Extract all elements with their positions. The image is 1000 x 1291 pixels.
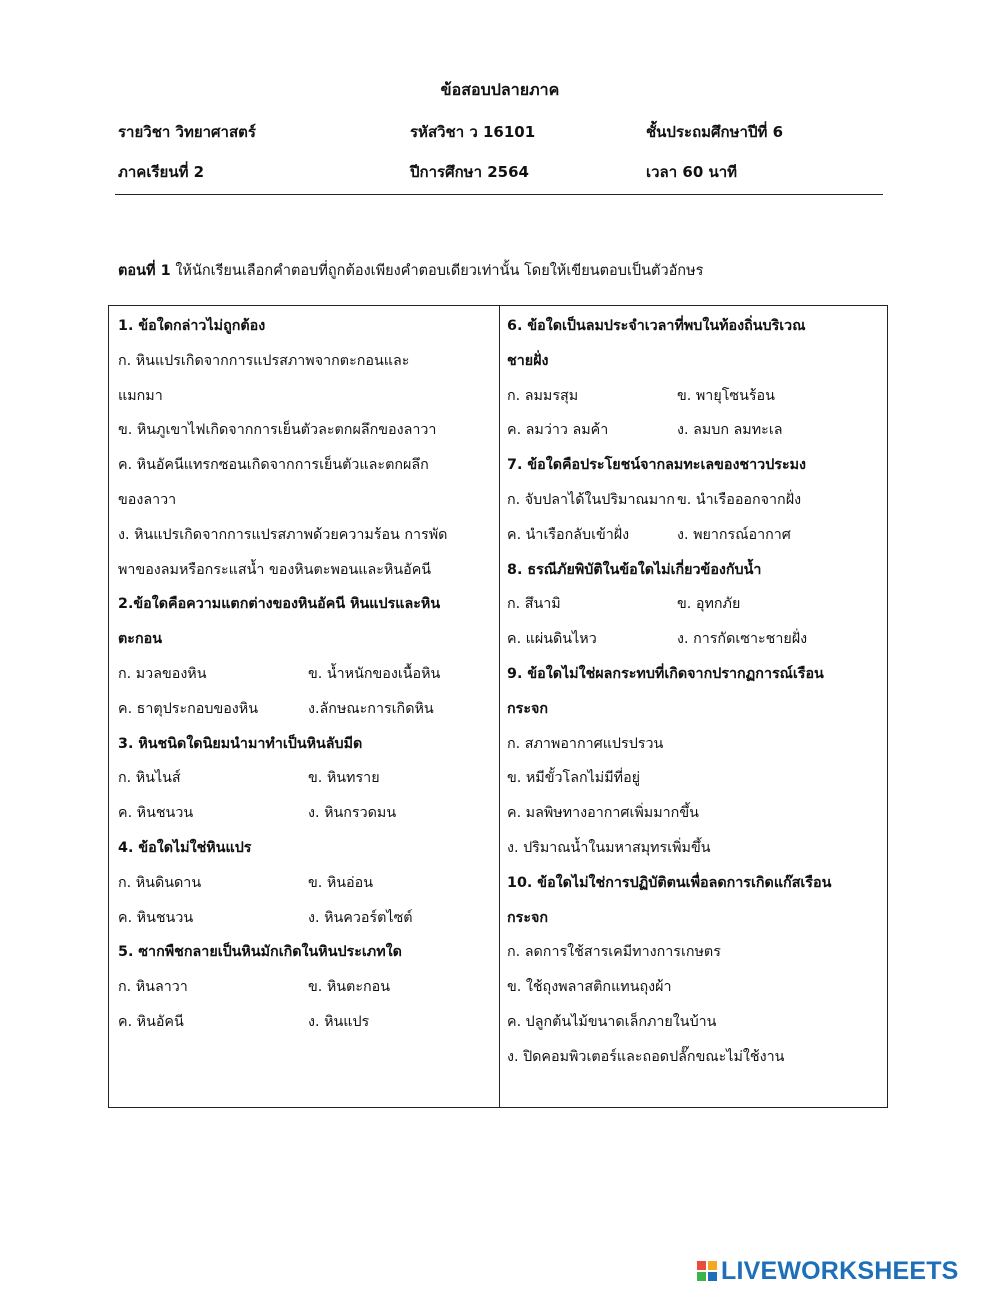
option-row <box>118 970 494 1005</box>
logo-cube-3 <box>697 1272 706 1281</box>
exam-title: ข้อสอบปลายภาค <box>440 80 560 99</box>
option-text: ค. หินชนวน <box>118 909 194 926</box>
option-text: ข. อุทกภัย <box>677 596 741 613</box>
option-text: ค. หินอัคนีแทรกซอนเกิดจากการเย็นตัวและตกผลึก <box>118 457 429 474</box>
question-text: 2.ข้อใดคือความแตกต่างของหินอัคนี หินแปรและหิน <box>118 596 441 613</box>
option-text: ค. ปลูกต้นไม้ขนาดเล็กภายในบ้าน <box>507 1013 717 1030</box>
option-text: ง. ปริมาณน้ำในมหาสมุทรเพิ่มขึ้น <box>507 839 711 856</box>
left-column <box>118 309 494 1040</box>
option-text: ข. ใช้ถุงพลาสติกแทนถุงผ้า <box>507 979 672 996</box>
option-row <box>507 413 883 448</box>
option-text: ง. การกัดเซาะชายฝั่ง <box>677 631 808 648</box>
question-text: 8. ธรณีภัยพิบัติในข้อใดไม่เกี่ยวข้องกับน้ำ <box>507 561 762 578</box>
question-text: ตะกอน <box>118 631 162 648</box>
question-text: กระจก <box>507 909 549 926</box>
option-text: ง. ลมบก ลมทะเล <box>677 422 783 439</box>
option-row <box>118 901 494 936</box>
option-text: ข. นำเรือออกจากฝั่ง <box>677 491 802 508</box>
option-text: ก. จับปลาได้ในปริมาณมาก <box>507 491 675 508</box>
question-text: 4. ข้อใดไม่ใช่หินแปร <box>118 839 252 856</box>
question-text: 1. ข้อใดกล่าวไม่ถูกต้อง <box>118 318 266 334</box>
option-row <box>507 483 883 518</box>
option-text: ก. หินลาวา <box>118 979 188 996</box>
instruction-text: ให้นักเรียนเลือกคำตอบที่ถูกต้องเพียงคำตอบเดียวเท่านั้น โดยให้เขียนตอบเป็นตัวอักษร <box>170 263 704 279</box>
subject-label: รายวิชา วิทยาศาสตร์ <box>118 123 256 141</box>
question-text: 10. ข้อใดไม่ใช่การปฏิบัติตนเพื่อลดการเกิดแก๊สเรือน <box>507 874 832 891</box>
logo-cube-1 <box>697 1261 706 1270</box>
option-text: ค. หินอัคนี <box>118 1013 184 1030</box>
option-row <box>507 622 883 657</box>
option-text: ข. น้ำหนักของเนื้อหิน <box>308 665 441 682</box>
option-row <box>118 761 494 796</box>
option-text: ข. หินตะกอน <box>308 979 391 996</box>
option-text: ค. หินชนวน <box>118 805 194 822</box>
option-text: ก. มวลของหิน <box>118 665 207 682</box>
logo-text: LIVEWORKSHEETS <box>721 1256 959 1285</box>
option-text: ก. สภาพอากาศแปรปรวน <box>507 735 664 752</box>
option-text: ของลาวา <box>118 491 177 508</box>
academic-year: ปีการศึกษา 2564 <box>410 163 529 181</box>
option-text: ข. หินอ่อน <box>308 874 374 891</box>
term-label: ภาคเรียนที่ 2 <box>118 163 205 181</box>
option-text: ก. สึนามิ <box>507 596 561 613</box>
option-row <box>507 587 883 622</box>
option-text: ค. ลมว่าว ลมค้า <box>507 422 609 439</box>
option-text: ค. ธาตุประกอบของหิน <box>118 700 258 717</box>
instruction-label: ตอนที่ 1 <box>118 263 171 279</box>
option-text: ค. แผ่นดินไหว <box>507 631 597 648</box>
question-text: กระจก <box>507 700 549 717</box>
option-text: ข. หินทราย <box>308 770 380 787</box>
header-divider <box>115 194 883 195</box>
option-text: ข. หินภูเขาไฟเกิดจากการเย็นตัวละตกผลึกของลาวา <box>118 422 437 439</box>
right-column <box>507 309 883 1075</box>
question-table <box>108 305 888 1108</box>
option-row <box>507 379 883 414</box>
option-row <box>507 518 883 553</box>
logo-cube-4 <box>708 1272 717 1281</box>
option-text: ก. หินแปรเกิดจากการแปรสภาพจากตะกอนและ <box>118 352 410 369</box>
option-text: ข. หมีขั้วโลกไม่มีที่อยู่ <box>507 770 641 787</box>
option-text: แมกมา <box>118 387 163 404</box>
option-text: ก. ลมมรสุม <box>507 387 579 404</box>
option-row <box>118 1005 494 1040</box>
option-text: ง. พยากรณ์อากาศ <box>677 526 791 543</box>
option-row <box>118 657 494 692</box>
option-text: ง. หินแปรเกิดจากการแปรสภาพด้วยความร้อน การพัด <box>118 526 448 543</box>
option-row <box>118 692 494 727</box>
question-text: 3. หินชนิดใดนิยมนำมาทำเป็นหินลับมีด <box>118 735 363 752</box>
question-text: 6. ข้อใดเป็นลมประจำเวลาที่พบในท้องถิ่นบริเวณ <box>507 318 806 334</box>
logo-cube-2 <box>708 1261 717 1270</box>
grade-level: ชั้นประถมศึกษาปีที่ 6 <box>646 123 784 141</box>
option-text: ก. ลดการใช้สารเคมีทางการเกษตร <box>507 944 721 961</box>
column-divider <box>499 306 500 1107</box>
option-row <box>118 796 494 831</box>
option-text: ง. หินแปร <box>308 1013 370 1030</box>
option-text: ง. ปิดคอมพิวเตอร์และถอดปลั๊กขณะไม่ใช้งาน <box>507 1048 785 1065</box>
instruction <box>118 259 888 282</box>
question-text: 9. ข้อใดไม่ใช่ผลกระทบที่เกิดจากปรากฏการณ์เรือน <box>507 665 824 682</box>
question-text: 7. ข้อใดคือประโยชน์จากลมทะเลของชาวประมง <box>507 457 807 474</box>
exam-duration: เวลา 60 นาที <box>646 163 738 181</box>
question-text: ชายฝั่ง <box>507 352 549 369</box>
logo-cubes-icon <box>697 1261 717 1281</box>
subject-code: รหัสวิชา ว 16101 <box>410 123 536 141</box>
option-text: ข. พายุโซนร้อน <box>677 387 775 404</box>
option-text: ค. มลพิษทางอากาศเพิ่มมากขึ้น <box>507 805 699 822</box>
option-text: ง.ลักษณะการเกิดหิน <box>308 700 434 717</box>
question-text: 5. ซากพืชกลายเป็นหินมักเกิดในหินประเภทใด <box>118 944 402 961</box>
option-text: ง. หินควอร์ตไซต์ <box>308 909 413 926</box>
liveworksheets-logo <box>697 1256 959 1286</box>
option-text: ค. นำเรือกลับเข้าฝั่ง <box>507 526 630 543</box>
option-text: ง. หินกรวดมน <box>308 805 397 822</box>
option-text: ก. หินไนส์ <box>118 770 181 787</box>
option-text: พาของลมหรือกระแสน้ำ ของหินตะพอนและหินอัคนี <box>118 561 432 578</box>
option-row <box>118 866 494 901</box>
option-text: ก. หินดินดาน <box>118 874 202 891</box>
